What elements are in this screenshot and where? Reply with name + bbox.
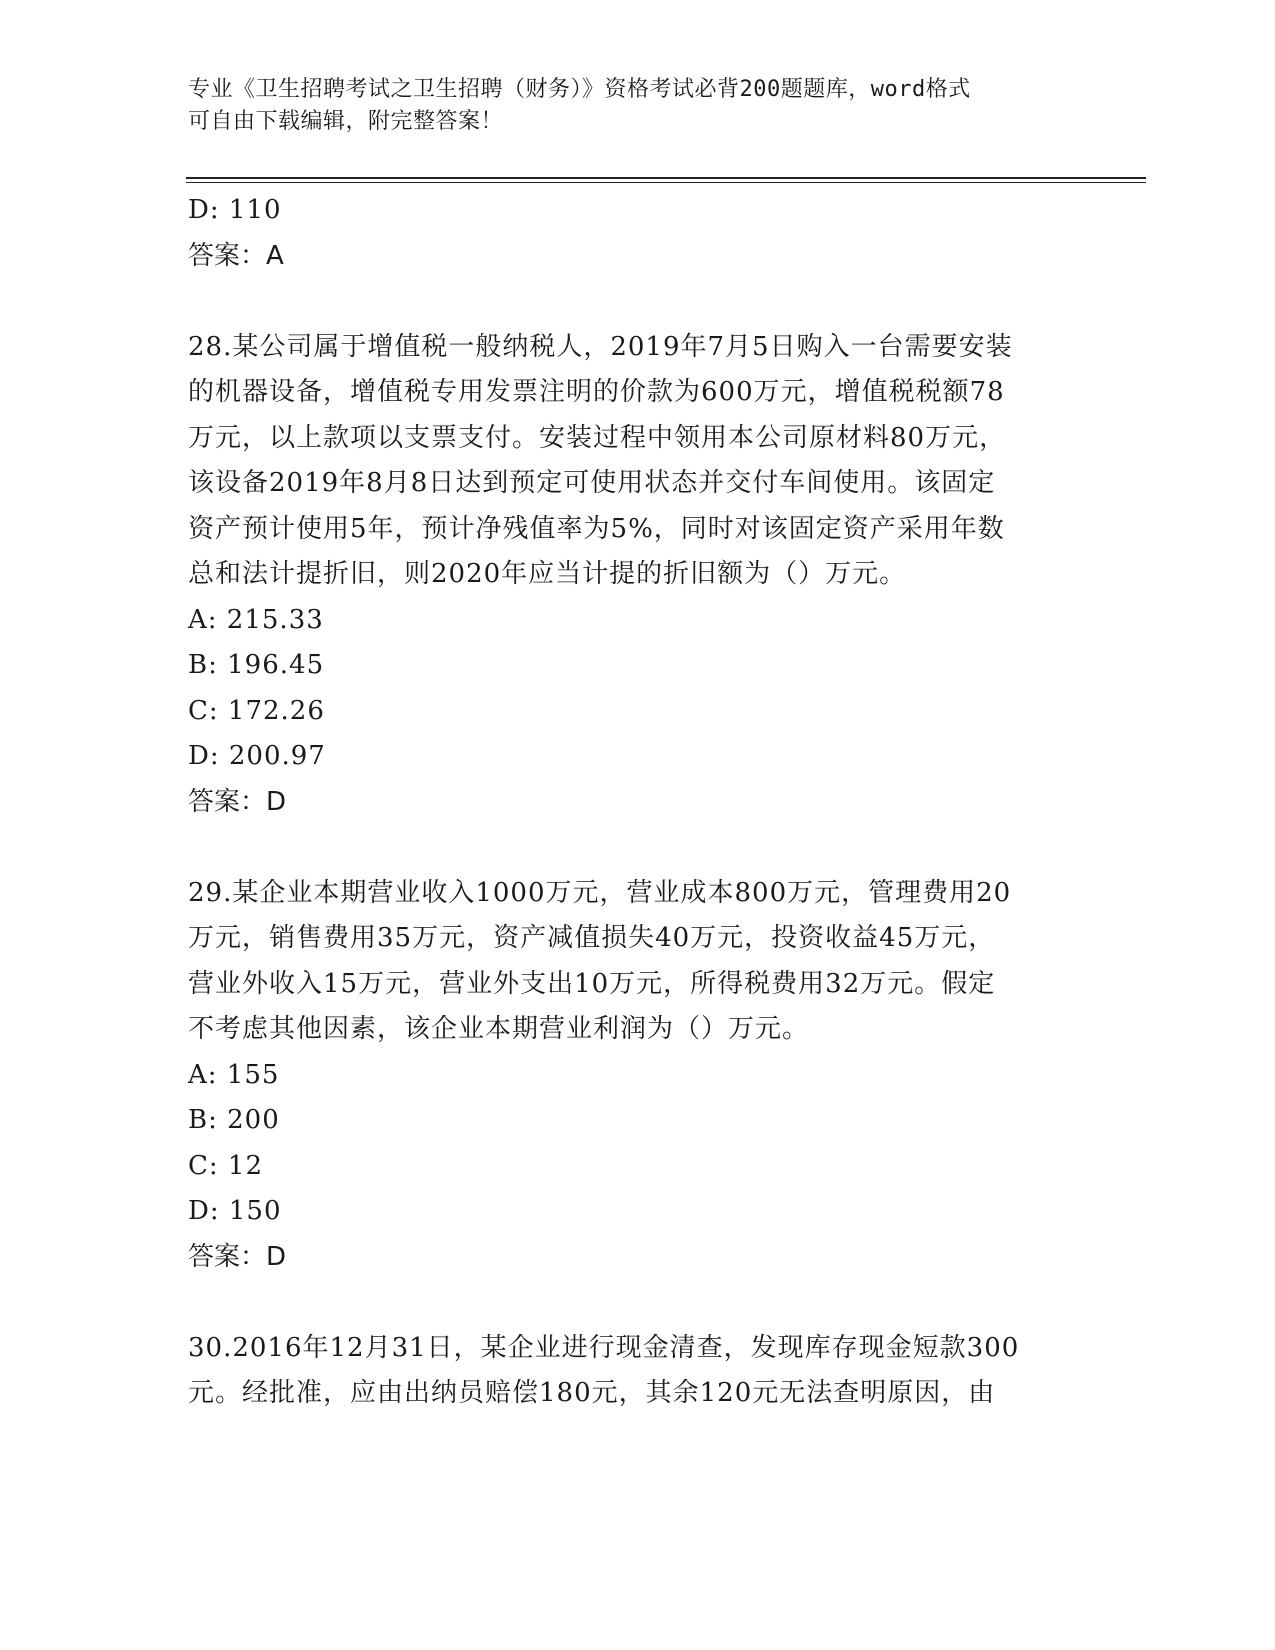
- answer-line: 答案：A: [188, 240, 284, 271]
- question-text-line: 不考虑其他因素，该企业本期营业利润为（）万元。: [188, 1014, 810, 1044]
- question-text-line: 营业外收入15万元，营业外支出10万元，所得税费用32万元。假定: [188, 968, 996, 999]
- option-c: C: 12: [188, 1150, 264, 1181]
- option-a: A: 215.33: [188, 604, 324, 635]
- question-text-line: 该设备2019年8月8日达到预定可使用状态并交付车间使用。该固定: [188, 468, 996, 498]
- question-30: [188, 1326, 1088, 1417]
- option-a: A: 155: [188, 1059, 280, 1090]
- question-text-line: 万元，销售费用35万元，资产减值损失40万元，投资收益45万元，: [188, 923, 996, 953]
- header-line-2: 可自由下载编辑，附完整答案！: [188, 109, 504, 134]
- question-text-line: 30.2016年12月31日，某企业进行现金清查，发现库存现金短款300: [188, 1332, 1020, 1363]
- question-text-line: 28.某公司属于增值税一般纳税人，2019年7月5日购入一台需要安装: [188, 331, 1013, 362]
- header-divider-thin: [186, 182, 1146, 183]
- question-text-line: 万元，以上款项以支票支付。安装过程中领用本公司原材料80万元，: [188, 422, 1007, 453]
- document-header: [188, 74, 1068, 138]
- spacer: [188, 1280, 1088, 1326]
- option-d: D: 110: [188, 195, 282, 225]
- question-text-line: 的机器设备，增值税专用发票注明的价款为600万元，增值税税额78: [188, 377, 1005, 407]
- option-d: D: 200.97: [188, 741, 326, 771]
- option-c: C: 172.26: [188, 695, 325, 726]
- question-text-line: 总和法计提折旧，则2020年应当计提的折旧额为（）万元。: [188, 559, 907, 589]
- question-text-line: 元。经批准，应由出纳员赔偿180元，其余120元无法查明原因，由: [188, 1378, 996, 1408]
- question-29: [188, 871, 1088, 1281]
- question-list: [188, 188, 1088, 1417]
- option-b: B: 196.45: [188, 650, 325, 680]
- header-divider-thick: [186, 177, 1146, 179]
- spacer: [188, 825, 1088, 871]
- question-text-line: 29.某企业本期营业收入1000万元，营业成本800万元，管理费用20: [188, 877, 1012, 908]
- spacer: [188, 279, 1088, 325]
- answer-line: 答案：D: [188, 1241, 287, 1272]
- option-b: B: 200: [188, 1105, 280, 1135]
- question-27-tail: [188, 188, 1088, 279]
- option-d: D: 150: [188, 1196, 282, 1226]
- question-text-line: 资产预计使用5年，预计净残值率为5%，同时对该固定资产采用年数: [188, 513, 1005, 544]
- answer-line: 答案：D: [188, 786, 287, 817]
- question-28: [188, 325, 1088, 826]
- header-line-1: 专业《卫生招聘考试之卫生招聘（财务）》资格考试必背200题题库，word格式: [188, 77, 971, 102]
